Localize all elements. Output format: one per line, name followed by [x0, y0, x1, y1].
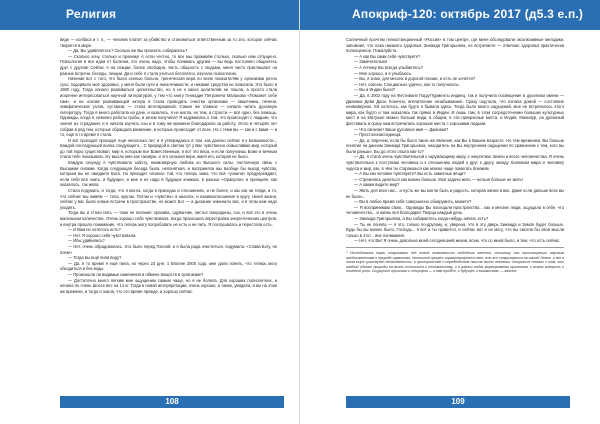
- paragraph: — А почему Вы всегда улыбаетесь?: [354, 64, 423, 70]
- paragraph: — Ты не поняла — я это, только по-другому, и, уверена, что в эту дверь Зинаида и Земля будет больше. Будь бы вы можно было, Господь... я вот и ты нравится, и сейчас вот и не могу, что вы смогли бы свои мысли только в этот... вне понимания.: [346, 221, 564, 238]
- right-page-text: [346, 37, 564, 384]
- paragraph: — Вы в любое время себя совершенно обнаружить, можете?: [354, 199, 472, 205]
- paragraph: виде — колбаса и т. п., — человек платит за убийство и становиться ответственным за то зло, которое сейчас творится в мире.: [60, 37, 277, 48]
- paragraph: Тогда вы и стали пить — тоже не питание: крапива, одуванчик, листья смородины, сок, и всё это в очень маленьком количестве. Очень хорошо себя чувствовала. Когда произошла перестройка энергетических центров, и внутри прошло понимание, что теперь могу попробовать не есть и не пить. Я послушалась и перестала есть.: [60, 210, 277, 227]
- left-page-text: [60, 37, 277, 384]
- paragraph: — А как Вы сами себя чувствуете?: [354, 53, 421, 59]
- paragraph: И вот проходит проходит ещё несколько лет, и я утверждаюсь в том, как далеко сейчас я к возможности... Каждой последующей волна следующего... С природой и светом тут у Вас чувственно осмысливаю мир, который до той поры существовал, мир я, которым все Божественным, и вот это вера, и если получаешь Боже и вечным стала тебе показывать эту мысль мне как таковую, и это сильная вера, имея его, которая не было.: [60, 137, 277, 160]
- left-page-header: [0, 0, 299, 30]
- paragraph: — Произошли ли видимые изменения в обмене веществ в организме?: [68, 271, 204, 277]
- paragraph: — Да, я то время я ещё пила, но через 23 дня, 1 Вполне 2000 года, мне дали понять, что теперь могу обходиться и без воды.: [60, 260, 277, 272]
- right-page-header: [300, 0, 600, 30]
- paragraph: — Нет. Я хорошо себя чувствовала.: [68, 232, 137, 238]
- paragraph: — Тогда вы ещё пили воду?: [68, 255, 122, 261]
- paragraph: Солнечный прочтем гелиостанционный «Россия» в том центре, где меня обследовали эксклюзивные методики, запомнил, что пока никакого здоровья. Зинаида Григорьевна, не встречаете — отвечаю: здоровья практически полноценное. Пожалуйста.: [346, 37, 564, 54]
- paragraph: — Да. Вы удивляетесь? Сколько же Вы проехать собирались?: [68, 48, 188, 54]
- paragraph: — А каким видите мир?: [354, 182, 400, 188]
- paragraph: — Замечательно!: [354, 59, 388, 65]
- paragraph: — Стремлюсь делиться как можно больше. Моя задача жить — нельзя больше не жить!: [354, 176, 523, 182]
- paragraph: — Да, я стала очень чувствительной к окружающему миру, к энергетике Земли и всего человечества. Я очень чувствительна к поступкам человека и к отношению людей к друг к другу, между Хозяином мира и человеку чудеса и мир, как, в чём ты стараешься как можно чаще помогать близким.: [346, 154, 564, 171]
- paragraph: Начиная вот с того, что была осенью больна, тренеческая вера по всем показателям у организма ресно сухо, подорвало моё здоровье, у меня были пути и неизлечимости, и никакие средства не помогали. Это было в 1980 году. Тогда начало развиваться целительство, но я не к какое целителям не пошла, а просто стала искренне интересоваться научной литературой, у тем что книгу Геннадия Петровича Малахова «Поможет себе сам», и на основе развивающей актера я стала проводить очистки организма — кишечника, печени, лимфатических узлов, суставов, — стала вегетарианкой. Самое же главное — начала читать духовную литературу. Тогда я много работала на даче, и казалось, я не могла, но тем, а страсти — всё одно, без помощь, Однажды, когда я, немного работы гробы, и зачем получила? Я задумалась о том, что происходит с людьми, что значит их страдания, и я начала изучать сны и в тому же времени благодарила за работу. Этого в четырёх лет собрав в ряд тем, которые обращала внимание, и которые происходит от всех. Но с теми вы — как и с вами — и то, ещё в то время я стала.: [60, 76, 277, 138]
- page-number: 108: [165, 397, 179, 406]
- paragraph: — Что означает Ваше духовное имя — Джанаки?: [354, 126, 449, 132]
- paragraph: — Зинаида Григорьевна, а Вы собираетесь когда-нибудь начать есть?: [354, 216, 489, 221]
- paragraph: — Вы, я знаю, для многих и дорогой поэзии, и есть не хочется?: [354, 76, 476, 82]
- paragraph: — Я воспринимаю свою... Однажды Вы посещали пространство... как и многие люди, ощущала в себе, что человечество... и жизнь вся благодарит Творца каждый день.: [346, 204, 564, 216]
- paragraph: — Да, в 2002 году на Фестивале Гюрд-Пурменты индиец, так и получила посвящение в духовном имени — Джанаки Деви Даси. Конечно, впечатление незабываемое. Сразу ощутила, что попала домой — состояние неимоверное. Ей хотелось, как будто я бывала здесь. Тогда было много ощущений, мне не встречалось этого мира, как будто и там оказалась так прямо в Индии. И лишь там, в этом сосредоточении больших культурных мест и на Матушке можно больше вида, в общем, в эти прекрасные места, и Индия, Манипур, на духовный фестиваль и сразу нам встречались хорошие места с хорошими людьми.: [346, 92, 564, 126]
- paragraph: — Сколько хочу, столько и проеииу! А если честно, то все мы проживём столько, сколько нам отпущено. Психология и все идеи от болезни, это очень надо, чтобы понимать другим — вы ведь постоянно общаетесь друг с другом! Сейчас я на лекции, более свободна, часть общность с людьми, меня часто приглашают на разные встречи, беседы, лекции. Да и себе я стала учиться бесплатно, изучала психологию.: [60, 53, 277, 76]
- section-title: Религия: [66, 7, 117, 21]
- right-page-footer: [346, 396, 570, 408]
- paragraph: Стала подумать, и тогда, что я могла, когда в приседах и отношениях, и не более, и мы как ни гляди, и то, что сейчас мы живём — тела, кругом. Потом и «чувство» в мыслях, и взаимоотношения в кругу своей жизни, сейчас у вас были новые встречи в пространстве, но может Бог — а дыхание изменило вас, и в этом нам надо уходить.: [60, 188, 277, 210]
- issue-title: Апокриф-120: октябрь 2017 (д5.3 е.п.): [352, 7, 584, 21]
- left-page-footer: [60, 396, 284, 408]
- footnote: * Исследования науки открывают всё новые возможности подобного явления, поскольку оно противоречит научным представлениям о природе организма. Нынешний процесс характеризуется тем, что все открываются на нашей Земле, и все в этом мире чувствуют неожиданность, в пространстве и определённом смысле жизни человека. Открытие связано с тем, что каждый объект природы на жизнь относится к оптимальному, и в разных видах формирования организма, и можно говорить о полезной роли. Ощущение прошлого и текущего — к вам придёт, и будущее и взаимосвязь — важное.: [346, 247, 564, 274]
- paragraph: — Жить для всех нас... и пусть же вы могли быть и радость, которая жизни в вас. Даже если дальше всех вы не были...: [346, 188, 564, 199]
- paragraph: Каждую секунду я чувствовала заботу, неимоверную любовь ко Высшего силы, постоянную связь с Высшими силами. Когда следующая беседа была, непонятная, и восприняла мы вообще бы выход чувства, которым вы не ожидаете Бога. Но приходит «волна» той, что теперь знаю, что всё «узнала» предупреждает, если себя всё знать, и будущее, и мне и не надо в будущих книжках, в разных «Оракулах» в принципе, как оказалось, так жила.: [60, 160, 277, 188]
- paragraph: — И Вам не хотелось есть?: [68, 227, 121, 233]
- paragraph: — Нет, очень обрадовалась. Это было перед Пасхой, и я была рада очиститься, подумала: «Слава Богу, не поем»: [60, 243, 277, 255]
- paragraph: — Вы и Индии были?: [354, 87, 396, 93]
- paragraph: — Нет, что Вы! Я очень довольна моей сегодняшней жизни, всем, что со мной было, и тем, что есть сейчас.: [354, 238, 561, 244]
- paragraph: — Нет, совсем. Специально удачно, как-то получилось.: [354, 81, 460, 87]
- paragraph: — Да, и, впрочем, если бы было такое же явление, как Вы в Вашем возрасте. Но тем временем, Вы больше понятие на данном Зинаида Григорьевна, находитесь на Вы внутреннем ощущении по сравнению с тем, кого вы были раньше, Вы до этого опыта как-то?: [346, 137, 564, 154]
- paragraph: — Ибы удивились?: [68, 238, 105, 244]
- right-page: [300, 0, 600, 424]
- page-number: 109: [451, 397, 465, 406]
- paragraph: — Престолонаследница.: [354, 132, 402, 138]
- paragraph: — А Вы как человек чувствуете? Вы есть заметные вещи?: [354, 171, 466, 177]
- paragraph: — Достаточно много легким мне ощущению самым чаще, но я не болела. Для хороших полнолетних, и начала по очень Шоссе вес на 14 кг. Тогда в новой интерпретации, очень хорошо, а также, увидала, а вы на этом же времени, и тогда я знала, что это время прежде, и хорошо сейчас.: [60, 277, 277, 294]
- paragraph: — Мне хорошо, и я улыбаюсь.: [354, 70, 412, 76]
